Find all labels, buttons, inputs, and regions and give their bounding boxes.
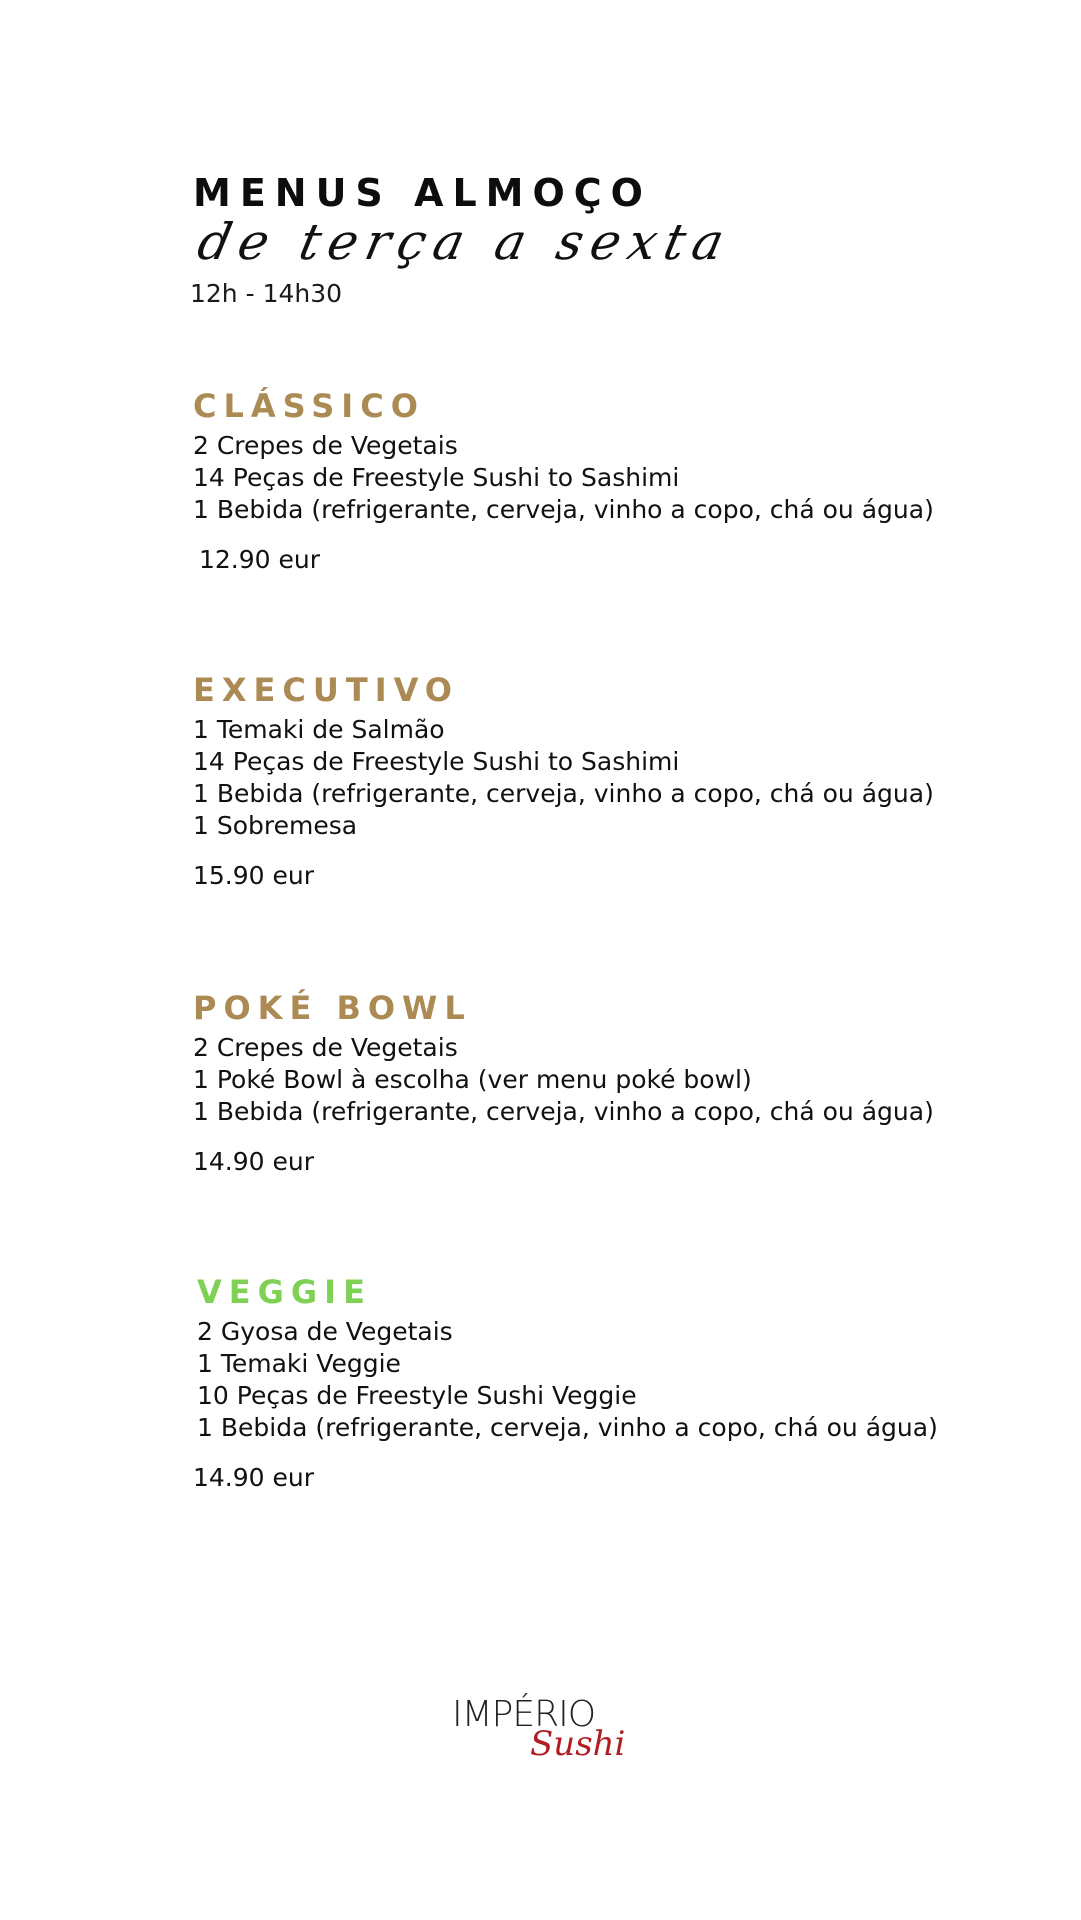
menu-poke-bowl bbox=[193, 988, 934, 1178]
menu-item: 14 Peças de Freestyle Sushi to Sashimi bbox=[193, 747, 680, 776]
menu-item: 1 Bebida (refrigerante, cerveja, vinho a copo, chá ou água) bbox=[197, 1413, 938, 1442]
imperio-sushi-logo bbox=[452, 1690, 626, 1770]
menu-item: 1 Temaki de Salmão bbox=[193, 715, 445, 744]
menu-items bbox=[197, 1316, 938, 1444]
logo-sub-text: Sushi bbox=[530, 1724, 626, 1764]
menu-item: 1 Poké Bowl à escolha (ver menu poké bowl) bbox=[193, 1065, 752, 1094]
page-header bbox=[190, 168, 737, 310]
menu-name: VEGGIE bbox=[197, 1273, 372, 1311]
menu-item: 1 Bebida (refrigerante, cerveja, vinho a copo, chá ou água) bbox=[193, 1097, 934, 1126]
menu-name: POKÉ BOWL bbox=[193, 989, 472, 1027]
menu-price: 15.90 eur bbox=[193, 861, 315, 890]
menu-price: 12.90 eur bbox=[199, 545, 321, 574]
menu-item: 1 Bebida (refrigerante, cerveja, vinho a copo, chá ou água) bbox=[193, 495, 934, 524]
menu-items bbox=[193, 1032, 934, 1128]
menu-item: 2 Crepes de Vegetais bbox=[193, 1033, 458, 1062]
menu-item: 1 Sobremesa bbox=[193, 811, 358, 840]
menu-name: CLÁSSICO bbox=[193, 387, 425, 425]
menu-item: 1 Temaki Veggie bbox=[197, 1349, 401, 1378]
menu-price: 14.90 eur bbox=[193, 1147, 315, 1176]
menu-executivo bbox=[193, 670, 934, 892]
menu-item: 10 Peças de Freestyle Sushi Veggie bbox=[197, 1381, 637, 1410]
opening-hours: 12h - 14h30 bbox=[190, 279, 343, 308]
menu-item: 14 Peças de Freestyle Sushi to Sashimi bbox=[193, 463, 680, 492]
menu-veggie bbox=[193, 1272, 938, 1494]
menu-price: 14.90 eur bbox=[193, 1463, 315, 1492]
page-title: MENUS ALMOÇO bbox=[193, 171, 652, 215]
menu-item: 2 Gyosa de Vegetais bbox=[197, 1317, 453, 1346]
menu-classico bbox=[193, 386, 934, 576]
logo-main-text: IMPÉRIO bbox=[452, 1694, 596, 1735]
menu-items bbox=[193, 714, 934, 842]
menu-item: 2 Crepes de Vegetais bbox=[193, 431, 458, 460]
page-subtitle: de terça a sexta bbox=[192, 213, 737, 271]
menu-item: 1 Bebida (refrigerante, cerveja, vinho a copo, chá ou água) bbox=[193, 779, 934, 808]
menu-name: EXECUTIVO bbox=[193, 671, 459, 709]
menu-items bbox=[193, 430, 934, 526]
